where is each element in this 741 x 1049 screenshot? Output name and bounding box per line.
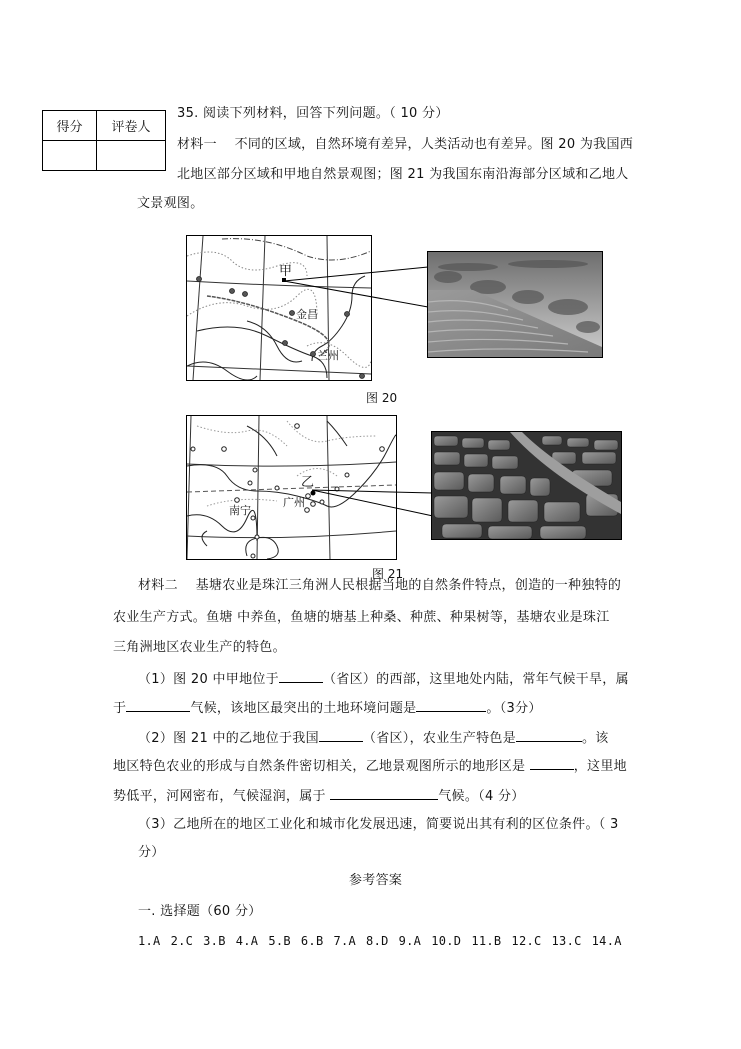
answer-item: 11.B: [471, 934, 502, 948]
label-guangzhou: 广州: [283, 496, 305, 509]
q2-text-g: 气候。（4 分）: [438, 789, 525, 804]
q2-text-f: 势低平，河网密布，气候湿润，属于: [113, 789, 326, 804]
label-jinchang: 金昌: [296, 308, 318, 321]
q2-line2: [113, 756, 627, 775]
q1-text-d: 气候，该地区最突出的土地环境问题是: [190, 701, 417, 716]
answer-item: 1.A: [138, 934, 161, 948]
q1-text-e: 。（3分）: [486, 701, 542, 716]
q2-blank-province[interactable]: [319, 728, 363, 742]
label-jia: 甲: [279, 264, 293, 279]
q3-line2: 分）: [138, 845, 165, 860]
q2-blank-climate[interactable]: [330, 786, 438, 800]
material2-line3: 三角洲地区农业生产的特色。: [113, 640, 286, 655]
score-cell[interactable]: [43, 141, 97, 171]
q2-blank-landform[interactable]: [530, 756, 574, 770]
q1-text-c: 于: [113, 701, 127, 716]
answer-item: 7.A: [333, 934, 357, 948]
answer-item: 5.B: [268, 934, 291, 948]
figure20-leader-lines: [280, 265, 430, 325]
score-header: 得分: [43, 111, 97, 141]
answers-row: [138, 933, 632, 949]
q1-line1: [138, 669, 629, 688]
grader-cell[interactable]: [97, 141, 166, 171]
material2-line1: 材料二 基塘农业是珠江三角洲人民根据当地的自然条件特点，创造的一种独特的: [138, 578, 622, 593]
q2-text-d: 地区特色农业的形成与自然条件密切相关，乙地景观图所示的地形区是: [113, 759, 526, 774]
question-title: 35. 阅读下列材料，回答下列问题。（ 10 分）: [177, 106, 449, 121]
answers-title: 参考答案: [349, 873, 403, 888]
answer-item: 3.B: [203, 934, 226, 948]
q2-text-e: ，这里地: [573, 759, 627, 774]
answer-item: 2.C: [170, 934, 194, 948]
figure21-photo-fishponds: [431, 431, 622, 540]
q1-blank-province[interactable]: [279, 669, 323, 683]
q1-line2: [113, 698, 542, 717]
label-nanning: 南宁: [229, 504, 251, 517]
figure20-caption: 图 20: [366, 391, 398, 405]
q2-line3: [113, 786, 525, 805]
answer-item: 8.D: [366, 934, 389, 948]
q2-blank-agri-feature[interactable]: [516, 728, 582, 742]
answer-item: 9.A: [398, 934, 422, 948]
q1-text-b: （省区）的西部，这里地处内陆，常年气候干旱，属: [322, 672, 629, 687]
material1-line3: 文景观图。: [137, 196, 204, 211]
score-table: [42, 110, 166, 171]
figure21-caption: 图 21: [372, 567, 404, 581]
q2-line1: [138, 728, 609, 747]
grader-header: 评卷人: [97, 111, 166, 141]
q2-text-b: （省区），农业生产特色是: [362, 731, 516, 746]
label-yi: 乙: [301, 475, 315, 490]
answers-section1: 一. 选择题（60 分）: [138, 904, 262, 919]
answer-item: 6.B: [300, 934, 324, 948]
material1-line2: 北地区部分区域和甲地自然景观图；图 21 为我国东南沿海部分区域和乙地人: [177, 167, 629, 182]
q1-text-a: （1）图 20 中甲地位于: [138, 672, 279, 687]
q1-blank-climate[interactable]: [126, 698, 190, 712]
answer-item: 10.D: [431, 934, 462, 948]
q1-blank-land-issue[interactable]: [416, 698, 486, 712]
answer-item: 12.C: [511, 934, 542, 948]
answer-item: 4.A: [235, 934, 259, 948]
material1-line1: 材料一 不同的区域，自然环境有差异，人类活动也有差异。图 20 为我国西: [177, 137, 634, 152]
q2-text-a: （2）图 21 中的乙地位于我国: [138, 731, 319, 746]
answer-item: 13.C: [551, 934, 582, 948]
figure20-photo-desert: [427, 251, 603, 358]
material2-line2: 农业生产方式。鱼塘 中养鱼，鱼塘的塘基上种桑、种蔗、种果树等，基塘农业是珠江: [113, 610, 610, 625]
q2-text-c: 。该: [582, 731, 609, 746]
label-lanzhou: 兰州: [317, 349, 339, 362]
answer-item: 14.A: [591, 934, 622, 948]
q3-line1: （3）乙地所在的地区工业化和城市化发展迅速，简要说出其有利的区位条件。（ 3: [138, 817, 619, 832]
figure21-leader-lines: [310, 488, 435, 528]
